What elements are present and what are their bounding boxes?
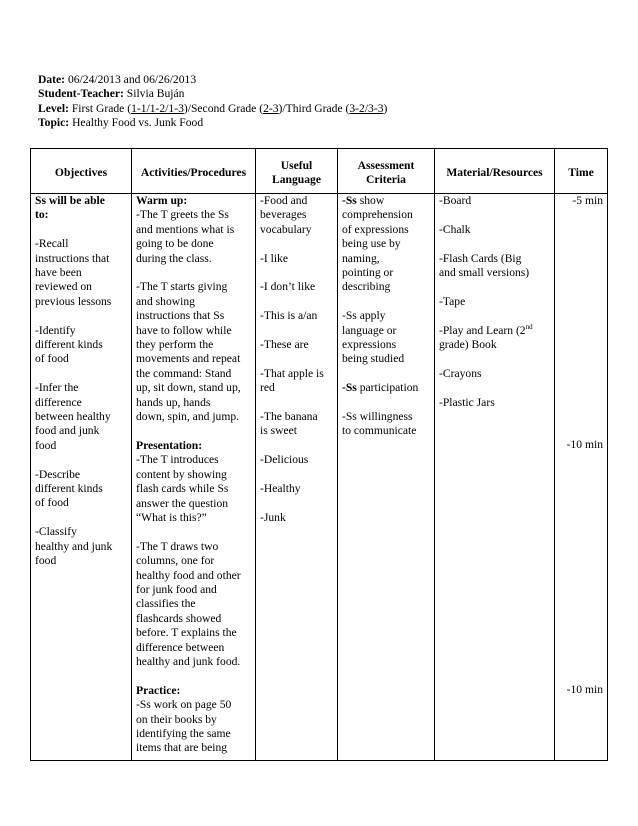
level-line: Level: First Grade (1-1/1-2/1-3)/Second Grade (2-3)/Third Grade (3-2/3-3) <box>38 101 388 115</box>
activities-cell: Warm up: -The T greets the Ss and mentions what is going to be done during the class. -The T starts giving and showing instructions that Ss have to follow while they perform the movements and repeat the command: Stand up, sit down, stand up, hands up, hands down, spin, and jump. Presentation: -The T introduces content by showing flash cards while Ss answer the question “What is this?” -The T draws two columns, one for healthy food and other for junk food and classifies the flashcards showed before. T explains the difference between healthy and junk food. Practice: -Ss work on page 50 on their books by identifying the same items that are being <box>132 194 256 761</box>
header-materials: Material/Resources <box>435 149 555 194</box>
level-link-first: 1-1/1-2/1-3 <box>131 101 184 115</box>
objective-describe: -Describe different kinds of food <box>35 467 103 510</box>
assessment-cell: -Ss show comprehension of expressions being use by naming, pointing or describing -Ss apply language or expressions being studied -Ss participation -Ss willingness to communicate <box>338 194 435 761</box>
presentation-title: Presentation: <box>136 438 203 452</box>
objective-classify: -Classify healthy and junk food <box>35 525 113 568</box>
topic-value: Healthy Food vs. Junk Food <box>72 116 204 130</box>
time-warmup: -5 min <box>572 194 603 207</box>
header-objectives: Objectives <box>31 149 132 194</box>
teacher-line: Student-Teacher: Silvia Buján <box>38 87 185 101</box>
time-practice: -10 min <box>566 682 603 696</box>
date-line: Date: 06/24/2013 and 06/26/2013 <box>38 73 197 86</box>
header-activities: Activities/Procedures <box>132 149 256 194</box>
date-value: 06/24/2013 and 06/26/2013 <box>67 73 197 86</box>
lesson-plan-table <box>30 148 608 761</box>
header-useful-language: Useful Language <box>256 149 338 194</box>
header-time: Time <box>555 149 608 194</box>
objective-recall: -Recall instructions that have been reviewed on previous lessons <box>35 237 112 308</box>
warmup-title: Warm up: <box>136 194 188 207</box>
time-presentation: -10 min <box>566 438 603 452</box>
objective-identify: -Identify different kinds of food <box>35 323 103 366</box>
objectives-cell: Ss will be able to: -Recall instructions that have been reviewed on previous lessons -Identify different kinds of food -Infer the difference between healthy food and junk food -Describe different kinds of food -Classify healthy and junk food <box>31 194 132 761</box>
lesson-header <box>38 73 387 131</box>
level-link-third: 3-2/3-3 <box>349 101 384 115</box>
teacher-value: Silvia Buján <box>126 87 185 101</box>
topic-line: Topic: Healthy Food vs. Junk Food <box>38 116 204 130</box>
header-assessment: Assessment Criteria <box>338 149 435 194</box>
objective-infer: -Infer the difference between healthy food and junk food <box>35 381 111 452</box>
table-row <box>31 194 608 761</box>
table-header-row <box>31 149 608 194</box>
level-link-second: 2-3 <box>263 101 279 115</box>
practice-title: Practice: <box>136 683 181 697</box>
materials-cell: -Board -Chalk -Flash Cards (Big and small versions) -Tape -Play and Learn (2nd grade) Book -Crayons -Plastic Jars <box>435 194 555 761</box>
time-cell <box>555 194 608 761</box>
useful-language-cell: -Food and beverages vocabulary -I like -I don’t like -This is a/an -These are -That apple is red -The banana is sweet -Delicious -Healthy -Junk <box>256 194 338 761</box>
